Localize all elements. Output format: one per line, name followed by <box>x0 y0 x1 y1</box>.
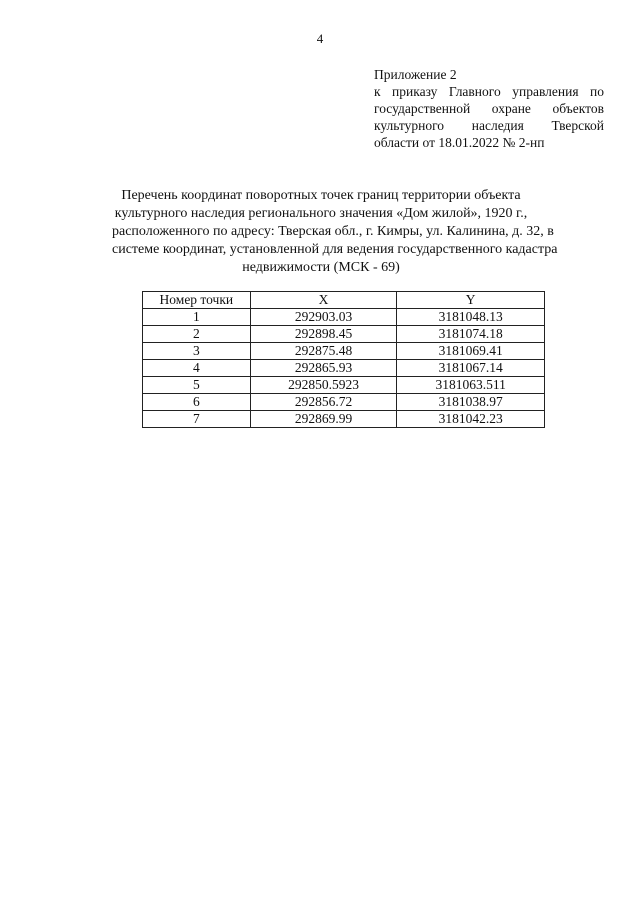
coordinates-table <box>142 291 545 428</box>
y-cell: 3181038.97 <box>397 394 545 411</box>
appendix-line: государственной охране объектов <box>374 101 604 116</box>
point-number-cell: 2 <box>143 326 251 343</box>
x-cell: 292850.5923 <box>250 377 397 394</box>
x-cell: 292856.72 <box>250 394 397 411</box>
point-number-cell: 3 <box>143 343 251 360</box>
appendix-line: культурного наследия Тверской <box>374 118 604 133</box>
page-number: 4 <box>316 31 324 46</box>
y-cell: 3181074.18 <box>397 326 545 343</box>
x-cell: 292875.48 <box>250 343 397 360</box>
title-line: расположенного по адресу: Тверская обл., г. Кимры, ул. Калинина, д. 32, в <box>112 224 554 239</box>
appendix-line: к приказу Главного управления по <box>374 84 604 99</box>
y-cell: 3181048.13 <box>397 309 545 326</box>
header-x: X <box>250 292 397 309</box>
title-line: недвижимости (МСК - 69) <box>242 260 400 275</box>
header-point-number: Номер точки <box>143 292 251 309</box>
point-number-cell: 6 <box>143 394 251 411</box>
appendix-line: Приложение 2 <box>374 67 457 82</box>
appendix-header <box>374 66 604 151</box>
table-row <box>143 343 545 360</box>
table-row <box>143 411 545 428</box>
table-row <box>143 360 545 377</box>
point-number-cell: 1 <box>143 309 251 326</box>
header-y: Y <box>397 292 545 309</box>
title-line: Перечень координат поворотных точек границ территории объекта <box>121 188 521 203</box>
x-cell: 292898.45 <box>250 326 397 343</box>
x-cell: 292865.93 <box>250 360 397 377</box>
table-row <box>143 394 545 411</box>
x-cell: 292869.99 <box>250 411 397 428</box>
point-number-cell: 4 <box>143 360 251 377</box>
title-line: культурного наследия регионального значения «Дом жилой», 1920 г., <box>114 206 528 221</box>
table-header-row <box>143 292 545 309</box>
title-line: системе координат, установленной для ведения государственного кадастра <box>112 242 558 257</box>
table-row <box>143 377 545 394</box>
y-cell: 3181067.14 <box>397 360 545 377</box>
y-cell: 3181042.23 <box>397 411 545 428</box>
table-row <box>143 309 545 326</box>
point-number-cell: 7 <box>143 411 251 428</box>
y-cell: 3181063.511 <box>397 377 545 394</box>
document-title <box>112 187 558 277</box>
point-number-cell: 5 <box>143 377 251 394</box>
x-cell: 292903.03 <box>250 309 397 326</box>
appendix-line: области от 18.01.2022 № 2-нп <box>374 135 545 150</box>
y-cell: 3181069.41 <box>397 343 545 360</box>
table-row <box>143 326 545 343</box>
